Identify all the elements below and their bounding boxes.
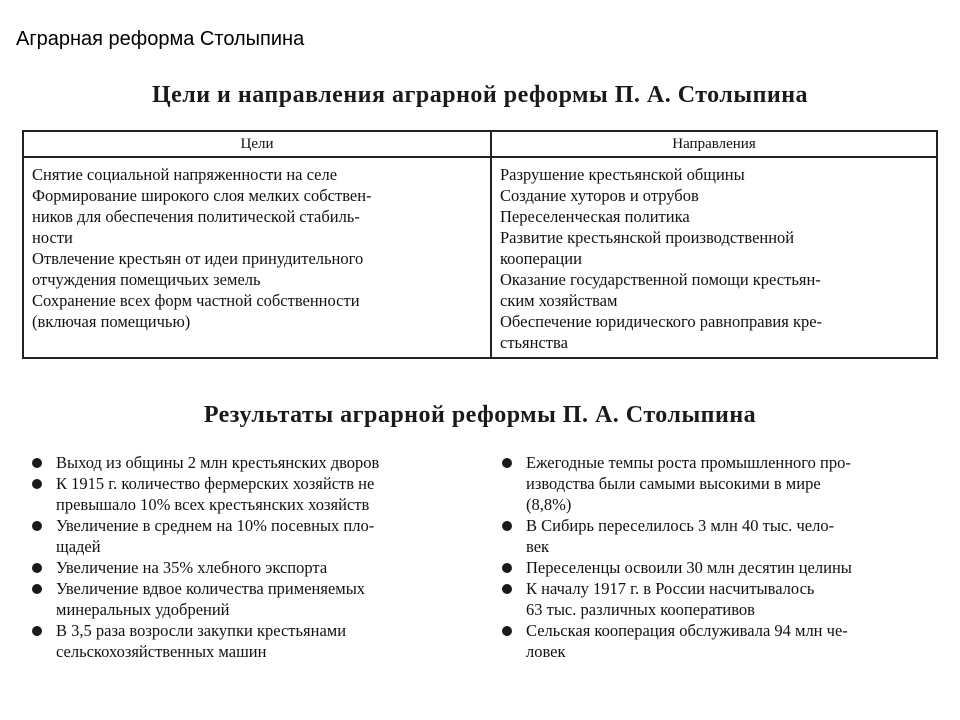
goals-cell: [23, 157, 491, 358]
result-item: [30, 620, 480, 662]
result-item: [30, 452, 480, 473]
directions-line: Разрушение крестьянской общины: [500, 165, 745, 184]
directions-cell: [491, 157, 937, 358]
results-list-right: [500, 452, 940, 662]
result-line: 63 тыс. различных кооперативов: [526, 600, 755, 619]
bullet-icon: [32, 626, 42, 636]
result-line: Увеличение на 35% хлебного экспорта: [56, 558, 328, 577]
directions-line: кооперации: [500, 249, 582, 268]
goals-line: ников для обеспечения политической стабиль-: [32, 207, 360, 226]
goals-line: Снятие социальной напряженности на селе: [32, 165, 338, 184]
result-item: [30, 473, 480, 515]
goals-table: [22, 130, 938, 359]
directions-line: ским хозяйствам: [500, 291, 618, 310]
goals-line: ности: [32, 228, 73, 247]
bullet-icon: [502, 563, 512, 573]
goals-line: Отвлечение крестьян от идеи принудительного: [32, 249, 364, 268]
column-header-goals: Цели: [23, 131, 491, 157]
result-line: изводства были самыми высокими в мире: [526, 474, 821, 493]
results-heading: Результаты аграрной реформы П. А. Столыпина: [203, 402, 757, 428]
result-line: К 1915 г. количество фермерских хозяйств не: [56, 474, 375, 493]
directions-line: Развитие крестьянской производственной: [500, 228, 795, 247]
directions-line: Переселенческая политика: [500, 207, 690, 226]
bullet-icon: [502, 521, 512, 531]
result-item: [30, 578, 480, 620]
goals-line: (включая помещичью): [32, 312, 191, 331]
column-header-directions: Направления: [491, 131, 937, 157]
goals-line: Формирование широкого слоя мелких собствен-: [32, 186, 372, 205]
result-item: [500, 620, 940, 662]
result-line: В 3,5 раза возросли закупки крестьянами: [56, 621, 347, 640]
result-line: щадей: [56, 537, 101, 556]
result-item: [500, 452, 940, 515]
result-line: Переселенцы освоили 30 млн десятин целины: [526, 558, 852, 577]
bullet-icon: [502, 626, 512, 636]
result-line: Увеличение в среднем на 10% посевных пло-: [56, 516, 375, 535]
directions-line: стьянства: [500, 333, 568, 352]
bullet-icon: [502, 584, 512, 594]
result-line: минеральных удобрений: [56, 600, 230, 619]
results-list-left: [30, 452, 480, 662]
result-line: сельскохозяйственных машин: [56, 642, 267, 661]
directions-line: Оказание государственной помощи крестьян-: [500, 270, 821, 289]
goals-line: Сохранение всех форм частной собственности: [32, 291, 360, 310]
result-line: К началу 1917 г. в России насчитывалось: [526, 579, 815, 598]
bullet-icon: [32, 584, 42, 594]
result-line: В Сибирь переселилось 3 млн 40 тыс. чело-: [526, 516, 835, 535]
goals-table-heading: Цели и направления аграрной реформы П. А. Столыпина: [151, 82, 809, 108]
result-item: [500, 515, 940, 557]
directions-line: Создание хуторов и отрубов: [500, 186, 699, 205]
result-line: ловек: [526, 642, 566, 661]
result-item: [500, 578, 940, 620]
slide-title: Аграрная реформа Столыпина: [16, 28, 305, 50]
bullet-icon: [32, 479, 42, 489]
result-line: Выход из общины 2 млн крестьянских дворов: [56, 453, 380, 472]
result-line: Увеличение вдвое количества применяемых: [56, 579, 366, 598]
directions-line: Обеспечение юридического равноправия кре-: [500, 312, 823, 331]
goals-line: отчуждения помещичьих земель: [32, 270, 261, 289]
bullet-icon: [502, 458, 512, 468]
bullet-icon: [32, 458, 42, 468]
result-item: [30, 557, 480, 578]
result-line: Ежегодные темпы роста промышленного про-: [526, 453, 851, 472]
result-line: превышало 10% всех крестьянских хозяйств: [56, 495, 370, 514]
bullet-icon: [32, 563, 42, 573]
result-item: [30, 515, 480, 557]
result-line: (8,8%): [526, 495, 572, 514]
result-line: Сельская кооперация обслуживала 94 млн че-: [526, 621, 848, 640]
bullet-icon: [32, 521, 42, 531]
result-item: [500, 557, 940, 578]
result-line: век: [526, 537, 550, 556]
